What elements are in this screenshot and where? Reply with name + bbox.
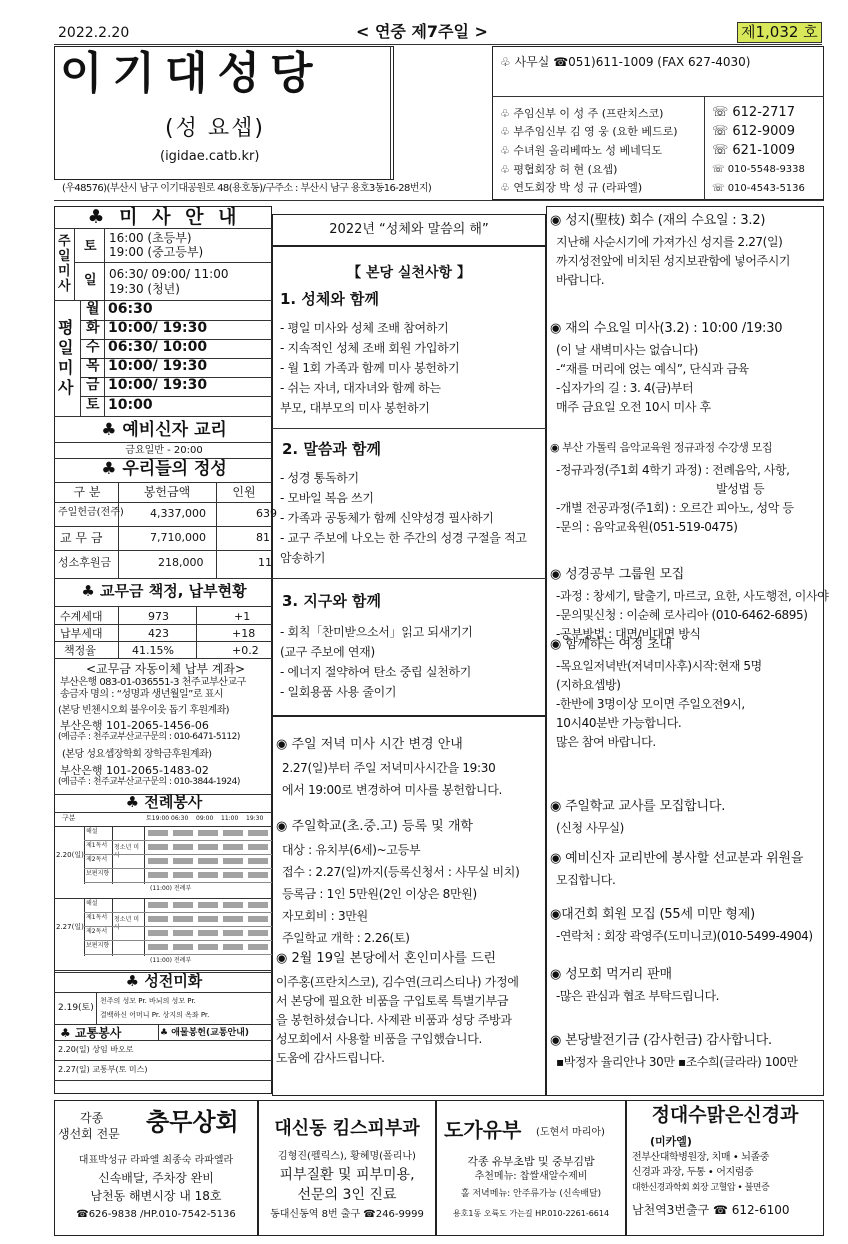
right-notice-line: 발성법 등 bbox=[716, 482, 765, 496]
office-contact: ♧ 사무실 ☎051)611-1009 (FAX 627-4030) bbox=[500, 55, 751, 69]
weekday-monday: 월 bbox=[86, 301, 100, 317]
right-notice-line: (신청 사무실) bbox=[556, 821, 624, 835]
weekday-mass-label: 평일미사 bbox=[58, 318, 74, 397]
ad-chungmu-pre: 각종 bbox=[80, 1111, 104, 1125]
catechumen-title: ♣ 예비신자 교리 bbox=[101, 420, 227, 440]
dues-rate: 책정율 bbox=[64, 644, 96, 657]
practice-item: - 회칙「찬미받으소서」읽고 되새기기 bbox=[280, 625, 473, 639]
traffic-row-1: 2.20(일) 상임 바오로 bbox=[58, 1045, 134, 1054]
right-notice-line: 지난해 사순시기에 가져가신 성지를 2.27(일) bbox=[556, 235, 783, 249]
dues-account-2: 송금자 명의 : “성명과 생년월일”로 표시 bbox=[60, 689, 224, 700]
practice-item: - 쉬는 자녀, 대자녀와 함께 하는 bbox=[280, 381, 441, 395]
right-notice-title: ◉ 성경공부 그룹원 모집 bbox=[550, 567, 685, 582]
right-notice-line: -많은 관심과 협조 부탁드립니다. bbox=[556, 989, 720, 1003]
altar-role: 해설 bbox=[86, 900, 98, 907]
vincent-account-title: (본당 빈첸시오회 불우이웃 돕기 후원계좌) bbox=[58, 705, 229, 716]
offering-row-sunday: 주일헌금(전주) bbox=[58, 507, 124, 518]
ad-kims-line-1: 김형진(펠릭스), 황혜명(폴리나) bbox=[278, 1151, 416, 1162]
mid-notice-line: 대상 : 유치부(6세)~고등부 bbox=[282, 843, 421, 857]
mid-notice-line: 2.27(일)부터 주일 저녁미사시간을 19:30 bbox=[282, 761, 496, 775]
practice-item: - 성경 통독하기 bbox=[280, 471, 359, 485]
right-notice-line: 까지성전앞에 비치된 성지보관함에 넣어주시기 bbox=[556, 254, 791, 268]
altar-header-time: 토19:00 bbox=[146, 815, 170, 822]
offering-header-amount: 봉헌금액 bbox=[143, 485, 191, 499]
dues-paid-value: 423 bbox=[148, 627, 169, 640]
dues-households-value: 973 bbox=[148, 610, 169, 623]
practice-item: (교구 주보에 연재) bbox=[280, 645, 375, 659]
practice-item: - 일회용품 사용 줄이기 bbox=[280, 685, 397, 699]
mid-notice-line: 에서 19:00로 변경하여 미사를 봉헌합니다. bbox=[282, 783, 503, 797]
weekday-thursday: 목 bbox=[86, 358, 100, 374]
cleaning-date: 2.19(토) bbox=[58, 1003, 94, 1013]
ad-jung-line-2: 신경과 과장, 두통 • 어지럼증 bbox=[632, 1167, 754, 1178]
altar-service-table bbox=[54, 812, 272, 972]
vincent-account-owner: (예금주 : 천주교부산교구문의 : 010-6471-5112) bbox=[58, 732, 240, 742]
traffic-row-2: 2.27(일) 교통부(토 미스) bbox=[58, 1065, 148, 1074]
weekday-wednesday: 수 bbox=[86, 339, 100, 355]
offering-row-vocation-amount: 218,000 bbox=[158, 556, 204, 569]
mid-notice-line: 이주홍(프란치스코), 김수연(크리스티나) 가정에 bbox=[276, 975, 519, 989]
mid-notice-title: ◉ 주일 저녁 미사 시간 변경 안내 bbox=[276, 737, 463, 752]
altar-header-time: 11:00 bbox=[221, 815, 239, 822]
scholarship-account-title: (본당 성요셉장학회 장학금후원계좌) bbox=[62, 749, 212, 760]
mid-notice-line: 등록금 : 1인 5만원(2인 이상은 8만원) bbox=[282, 887, 477, 901]
ad-kims-line-2: 피부질환 및 피부미용, bbox=[279, 1167, 415, 1183]
altar-category: 청소년 미사 bbox=[114, 844, 140, 859]
altar-role: 제2독서 bbox=[86, 856, 108, 863]
parish-address: (우48576)(부산시 남구 이기대공원로 48(용호동)/구주소 : 부산시 남구 용호3동16-28번지) bbox=[62, 183, 432, 194]
pastor-phone: ☏ 612-2717 bbox=[712, 105, 795, 120]
altar-remark: (11:00) 전례부 bbox=[150, 957, 192, 964]
right-notice-line: -공부방법 : 대면/비대면 방식 bbox=[556, 627, 701, 641]
altar-role: 보편지향 bbox=[86, 870, 110, 877]
offering-row-dues-count: 81 bbox=[256, 531, 270, 544]
ad-chungmu-pre2: 생선회 전문 bbox=[58, 1127, 120, 1141]
parish-patron: (성 요셉) bbox=[165, 116, 265, 141]
mid-notice-line: 자모회비 : 3만원 bbox=[282, 909, 368, 923]
dues-households: 수계세대 bbox=[60, 610, 103, 623]
weekday-monday-time: 06:30 bbox=[108, 301, 153, 317]
altar-date: 2.20(일) bbox=[56, 851, 84, 859]
mid-notice-line: 을 봉헌하셨습니다. 사제관 비품과 성당 주방과 bbox=[276, 1013, 512, 1027]
altar-service-title: ♣ 전례봉사 bbox=[125, 793, 203, 811]
right-notice-line: -개별 전공과정(주1회) : 오르간 피아노, 성악 등 bbox=[556, 501, 794, 515]
right-notice-title: ◉ 부산 가톨릭 음악교육원 정규과정 수강생 모집 bbox=[550, 441, 773, 454]
right-notice-line: -문의및신청 : 이순혜 로사리아 (010-6462-6895) bbox=[556, 608, 808, 622]
dues-rate-value: 41.15% bbox=[132, 644, 174, 657]
catechumen-time: 금요일반 - 20:00 bbox=[125, 445, 203, 456]
right-notice-title: ◉ 재의 수요일 미사(3.2) : 10:00 /19:30 bbox=[550, 321, 783, 336]
practice-section-1: 1. 성체와 함께 bbox=[280, 290, 380, 308]
weekday-thursday-time: 10:00/ 19:30 bbox=[108, 358, 208, 374]
ad-doga-line-3: 홀 저녁메뉴: 안주류가능 (신속배달) bbox=[460, 1189, 602, 1199]
funeral-president-contact: ♧ 연도회장 박 성 규 (라파엘) bbox=[500, 181, 643, 194]
dues-auto-title: <교무금 자동이체 납부 계좌> bbox=[86, 662, 246, 676]
offering-row-dues-amount: 7,710,000 bbox=[150, 531, 206, 544]
mid-notice-line: 주일학교 개학 : 2.26(토) bbox=[282, 931, 410, 945]
bulletin-date: 2022.2.20 bbox=[58, 25, 130, 41]
year-theme: 2022년 “성체와 말씀의 해” bbox=[329, 222, 489, 237]
right-notice-line: 바랍니다. bbox=[556, 273, 605, 287]
right-notice-title: ◉ 주일학교 교사를 모집합니다. bbox=[550, 799, 726, 814]
right-notice-line: (지하요셉방) bbox=[556, 678, 621, 692]
offering-row-sunday-amount: 4,337,000 bbox=[150, 507, 206, 520]
right-notice-title: ◉ 성지(聖枝) 회수 (재의 수요일 : 3.2) bbox=[550, 213, 766, 228]
parish-website[interactable]: (igidae.catb.kr) bbox=[160, 149, 260, 164]
right-notice-title: ◉ 함께하는 여정 초대 bbox=[550, 637, 672, 652]
saturday-time-2: 19:00 (중고등부) bbox=[109, 245, 204, 259]
altar-role: 제1독서 bbox=[86, 842, 108, 849]
right-notice-line: 10시40분반 가능합니다. bbox=[556, 716, 682, 730]
traffic-title: ♣ 교통봉사 bbox=[60, 1026, 122, 1040]
right-notice-title: ◉ 본당발전기금 (감사헌금) 감사합니다. bbox=[550, 1033, 772, 1048]
weekday-tuesday-time: 10:00/ 19:30 bbox=[108, 320, 208, 336]
right-notice-line: -목요일저녁반(저녁미사후)시작:현재 5명 bbox=[556, 659, 762, 673]
council-president-contact: ♧ 평협회장 허 현 (요셉) bbox=[500, 163, 618, 176]
ad-jung-line-1: 전부산대학병원장, 치매 • 뇌졸중 bbox=[632, 1152, 769, 1163]
right-notice-line: 모집합니다. bbox=[556, 873, 616, 887]
convent-contact: ♧ 수녀원 올리베따노 성 베네딕도 bbox=[500, 144, 662, 157]
council-president-phone: ☏ 010-5548-9338 bbox=[712, 164, 805, 175]
altar-header: 구분 bbox=[62, 814, 76, 822]
offering-header-count: 인원 bbox=[232, 485, 256, 499]
ad-doga-title: 도가유부 bbox=[444, 1118, 522, 1142]
practice-item: - 월 1회 가족과 함께 미사 봉헌하기 bbox=[280, 361, 460, 375]
pastor-contact: ♧ 주임신부 이 성 주 (프란치스코) bbox=[500, 107, 664, 120]
practice-item: - 모바일 복음 쓰기 bbox=[280, 491, 374, 505]
cleaning-line-1: 천주의 성모 Pr. 바뇌의 성모 Pr. bbox=[100, 997, 196, 1005]
assistant-pastor-contact: ♧ 부주임신부 김 영 웅 (요한 베드로) bbox=[500, 125, 678, 138]
altar-category: 청소년 미사 bbox=[114, 916, 140, 931]
practice-title: 【 본당 실천사항 】 bbox=[347, 265, 471, 281]
ad-doga-line-1: 각종 유부초밥 및 중부김밥 bbox=[467, 1155, 595, 1168]
ad-chungmu-line-1: 대표박성규 라파엘 최종숙 라파엘라 bbox=[78, 1155, 234, 1166]
parish-name: 이기대성당 bbox=[60, 48, 323, 99]
ad-jung-sub: (미카엘) bbox=[650, 1135, 692, 1148]
altar-role: 제2독서 bbox=[86, 928, 108, 935]
liturgical-week: < 연중 제7주일 > bbox=[356, 22, 488, 41]
assistant-pastor-phone: ☏ 612-9009 bbox=[712, 124, 795, 139]
sunday-label: 일 bbox=[84, 273, 97, 288]
ad-kims-line-3: 선문의 3인 진료 bbox=[297, 1187, 397, 1203]
right-notice-line: -정규과정(주1회 4학기 과정) : 전례음악, 사항, bbox=[556, 463, 790, 477]
weekday-friday-time: 10:00/ 19:30 bbox=[108, 377, 208, 393]
saturday-label: 토 bbox=[84, 239, 97, 254]
ad-doga-sub: (도현서 마리아) bbox=[536, 1127, 605, 1138]
mid-notice-line: 성모회에서 사용할 비품을 구입했습니다. bbox=[276, 1032, 483, 1046]
mid-notice-line: 서 본당에 필요한 비품을 구입토록 특별기부금 bbox=[276, 994, 509, 1008]
cleaning-title: ♣ 성전미화 bbox=[125, 972, 203, 990]
weekday-wednesday-time: 06:30/ 10:00 bbox=[108, 339, 208, 355]
weekday-saturday: 토 bbox=[86, 397, 100, 413]
offering-row-vocation-count: 11 bbox=[258, 556, 272, 569]
practice-item: - 지속적인 성체 조배 회원 가입하기 bbox=[280, 341, 460, 355]
offering-title: ♣ 우리들의 정성 bbox=[101, 459, 227, 479]
funeral-president-phone: ☏ 010-4543-5136 bbox=[712, 183, 805, 194]
right-notice-line: 많은 참여 바랍니다. bbox=[556, 735, 656, 749]
dues-households-delta: +1 bbox=[234, 610, 251, 623]
right-notice-line: ▪박정자 율리안나 30만 ▪조수희(글라라) 100만 bbox=[556, 1055, 798, 1069]
right-notice-title: ◉ 성모회 먹거리 판매 bbox=[550, 967, 672, 982]
altar-date: 2.27(일) bbox=[56, 923, 84, 931]
scholarship-account-owner: (예금주 : 천주교부산교구문의 : 010-3844-1924) bbox=[58, 777, 240, 787]
altar-header-time: 19:30 bbox=[246, 815, 264, 822]
sunday-mass-label: 주일미사 bbox=[58, 234, 71, 294]
practice-section-2: 2. 말씀과 함께 bbox=[282, 440, 382, 458]
altar-role: 해설 bbox=[86, 828, 98, 835]
ad-jung-line-4: 남천역3번출구 ☎ 612-6100 bbox=[632, 1203, 790, 1217]
traffic-title-2: ♣ 애물봉헌(교통안내) bbox=[160, 1028, 249, 1038]
mass-schedule-title: ♣ 미 사 안 내 bbox=[87, 206, 241, 228]
right-notice-line: -과정 : 창세기, 탈출기, 마르코, 요한, 사도행전, 이사야 bbox=[556, 589, 829, 603]
practice-section-3: 3. 지구와 함께 bbox=[282, 592, 382, 610]
practice-item: 부모, 대부모의 미사 봉헌하기 bbox=[280, 401, 430, 415]
mid-notice-title: ◉ 2월 19일 본당에서 혼인미사를 드린 bbox=[276, 951, 497, 966]
offering-header-category: 구 분 bbox=[73, 485, 101, 499]
altar-remark: (11:00) 전례부 bbox=[150, 885, 192, 892]
altar-role: 보편지향 bbox=[86, 942, 110, 949]
ad-chungmu-line-4: ☎626-9838 /HP.010-7542-5136 bbox=[76, 1209, 236, 1220]
weekday-saturday-time: 10:00 bbox=[108, 397, 153, 413]
issue-number: 제1,032 호 bbox=[737, 22, 822, 43]
weekday-friday: 금 bbox=[86, 377, 100, 393]
altar-header-time: 06:30 bbox=[171, 815, 189, 822]
offering-row-dues: 교 무 금 bbox=[60, 531, 103, 545]
sunday-time-1: 06:30/ 09:00/ 11:00 bbox=[109, 267, 229, 281]
right-notice-line: 매주 금요일 오전 10시 미사 후 bbox=[556, 400, 711, 414]
dues-paid: 납부세대 bbox=[60, 627, 103, 640]
right-notice-title: ◉ 예비신자 교리반에 봉사할 선교분과 위원을 bbox=[550, 851, 804, 866]
offering-row-vocation: 성소후원금 bbox=[58, 556, 112, 569]
altar-role: 제1독서 bbox=[86, 914, 108, 921]
right-notice-line: -연락처 : 회장 곽영주(도미니코)(010-5499-4904) bbox=[556, 929, 813, 943]
dues-account-1: 부산은행 083-01-036551-3 천주교부산교구 bbox=[60, 677, 246, 688]
ad-jung-line-3: 대한신경과학회 회장 고혈압 • 불면증 bbox=[632, 1183, 770, 1193]
ad-jung-title: 정대수맑은신경과 bbox=[651, 1104, 799, 1126]
right-notice-line: (이 날 새벽미사는 없습니다) bbox=[556, 343, 698, 357]
mid-notice-line: 접수 : 2.27(일)까지(등록신청서 : 사무실 비치) bbox=[282, 865, 520, 879]
convent-phone: ☏ 621-1009 bbox=[712, 143, 795, 158]
mid-notice-line: 도움에 감사드립니다. bbox=[276, 1051, 385, 1065]
right-notice-line: -“재를 머리에 얹는 예식”, 단식과 금육 bbox=[556, 362, 749, 376]
ad-kims-title: 대신동 킴스피부과 bbox=[274, 1118, 420, 1139]
scholarship-account-number: 부산은행 101-2065-1483-02 bbox=[60, 764, 209, 777]
ad-doga-line-4: 용호1동 오륙도 가는길 HP.010-2261-6614 bbox=[452, 1209, 610, 1218]
saturday-time-1: 16:00 (초등부) bbox=[109, 231, 192, 245]
ad-chungmu-line-2: 신속배달, 주차장 완비 bbox=[98, 1171, 214, 1185]
altar-header-time: 09:00 bbox=[196, 815, 214, 822]
right-notice-line: -한반에 3명이상 모이면 주일오전9시, bbox=[556, 697, 745, 711]
practice-item: - 가족과 공동체가 함께 신약성경 필사하기 bbox=[280, 511, 494, 525]
dues-paid-delta: +18 bbox=[232, 627, 256, 640]
ad-doga-line-2: 추천메뉴: 찹쌀새알수제비 bbox=[474, 1171, 588, 1182]
practice-item: - 평일 미사와 성체 조배 참여하기 bbox=[280, 321, 449, 335]
practice-item: 암송하기 bbox=[280, 551, 326, 565]
dues-title: ♣ 교무금 책정, 납부현황 bbox=[81, 582, 247, 600]
cleaning-line-2: 결백하신 어머니 Pr. 상지의 옥좌 Pr. bbox=[100, 1011, 210, 1019]
ad-chungmu-title: 충무상회 bbox=[146, 1108, 239, 1136]
dues-rate-delta: +0.2 bbox=[232, 644, 259, 657]
vincent-account-number: 부산은행 101-2065-1456-06 bbox=[60, 719, 209, 732]
ad-kims-line-4: 동대신동역 8번 출구 ☎246-9999 bbox=[270, 1209, 424, 1220]
right-notice-title: ◉대건회 회원 모집 (55세 미만 형제) bbox=[550, 907, 755, 922]
practice-item: - 교구 주보에 나오는 한 주간의 성경 구절을 적고 bbox=[280, 531, 527, 545]
offering-row-sunday-count: 639 bbox=[256, 507, 277, 520]
ad-chungmu-line-3: 남천동 해변시장 내 18호 bbox=[90, 1189, 222, 1203]
sunday-time-2: 19:30 (청년) bbox=[109, 282, 180, 296]
mid-notice-title: ◉ 주일학교(초.중.고) 등록 및 개학 bbox=[276, 819, 473, 834]
right-notice-line: -문의 : 음악교육원(051-519-0475) bbox=[556, 520, 738, 534]
practice-item: - 에너지 절약하여 탄소 중립 실천하기 bbox=[280, 665, 471, 679]
weekday-tuesday: 화 bbox=[86, 320, 100, 336]
right-notice-line: -십자가의 길 : 3. 4(금)부터 bbox=[556, 381, 694, 395]
